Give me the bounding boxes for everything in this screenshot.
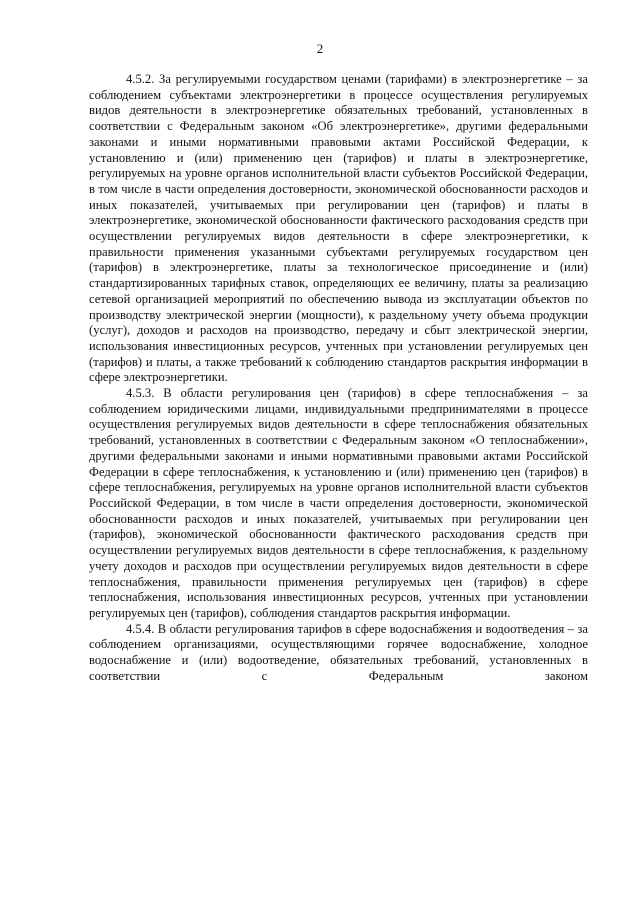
paragraph-4-5-2: 4.5.2. За регулируемыми государством ценами (тарифами) в электроэнергетике – за соблюдением субъектами электроэнергетики в процессе осуществления регулируемых видов деятельности в электроэнергетике обязательных требований, установленных в соответствии с Федеральным законом «Об электроэнергетике», другими федеральными законами и иными нормативными правовыми актами Российской Федерации, к установлению и (или) применению цен (тарифов) и платы в электроэнергетике, регулируемых на уровне органов исполнительной власти субъектов Российской Федерации, в том числе в части определения достоверности, экономической обоснованности расходов и иных показателей, учитываемых при регулировании цен (тарифов) и платы в электроэнергетике, экономической обоснованности фактического расходования средств при осуществлении регулируемых видов деятельности в сфере электроэнергетики, к правильности применения указанными субъектами регулируемых государством цен (тарифов) в электроэнергетике, платы за технологическое присоединение и (или) стандартизированных тарифных ставок, определяющих ее величину, платы за реализацию сетевой организацией мероприятий по обеспечению вывода из эксплуатации объектов по производству электрической энергии (мощности), к раздельному учету объема продукции (услуг), доходов и расходов на производство, передачу и сбыт электрической энергии, использования инвестиционных ресурсов, учтенных при установлении регулируемых цен (тарифов) и платы, а также требований к соблюдению стандартов раскрытия информации в сфере электроэнергетики. — [89, 72, 588, 385]
paragraph-4-5-3: 4.5.3. В области регулирования цен (тарифов) в сфере теплоснабжения – за соблюдением юридическими лицами, индивидуальными предпринимателями в процессе осуществления регулируемых видов деятельности в сфере теплоснабжения обязательных требований, установленных в соответствии с Федеральным законом «О теплоснабжении», другими федеральными законами и иными нормативными правовыми актами Российской Федерации в сфере теплоснабжения, к установлению и (или) применению цен (тарифов) в сфере теплоснабжения, регулируемых на уровне органов исполнительной власти субъектов Российской Федерации, в том числе в части определения достоверности, экономической обоснованности расходов и иных показателей, учитываемых при регулировании цен (тарифов), экономической обоснованности фактического расходования средств при осуществлении регулируемых видов деятельности в сфере теплоснабжения, к раздельному учету доходов и расходов при осуществлении регулируемых видов деятельности в сфере теплоснабжения, правильности применения регулируемых цен (тарифов) в сфере теплоснабжения, использования инвестиционных ресурсов, учтенных при установлении регулируемых цен (тарифов), соблюдения стандартов раскрытия информации. — [89, 386, 588, 620]
paragraph-4-5-4: 4.5.4. В области регулирования тарифов в сфере водоснабжения и водоотведения – за соблюдением организациями, осуществляющими горячее водоснабжение, холодное водоснабжение и (или) водоотведение, обязательных требований, установленных в соответствии с Федеральным законом — [89, 621, 588, 683]
page-number: 2 — [316, 41, 324, 56]
